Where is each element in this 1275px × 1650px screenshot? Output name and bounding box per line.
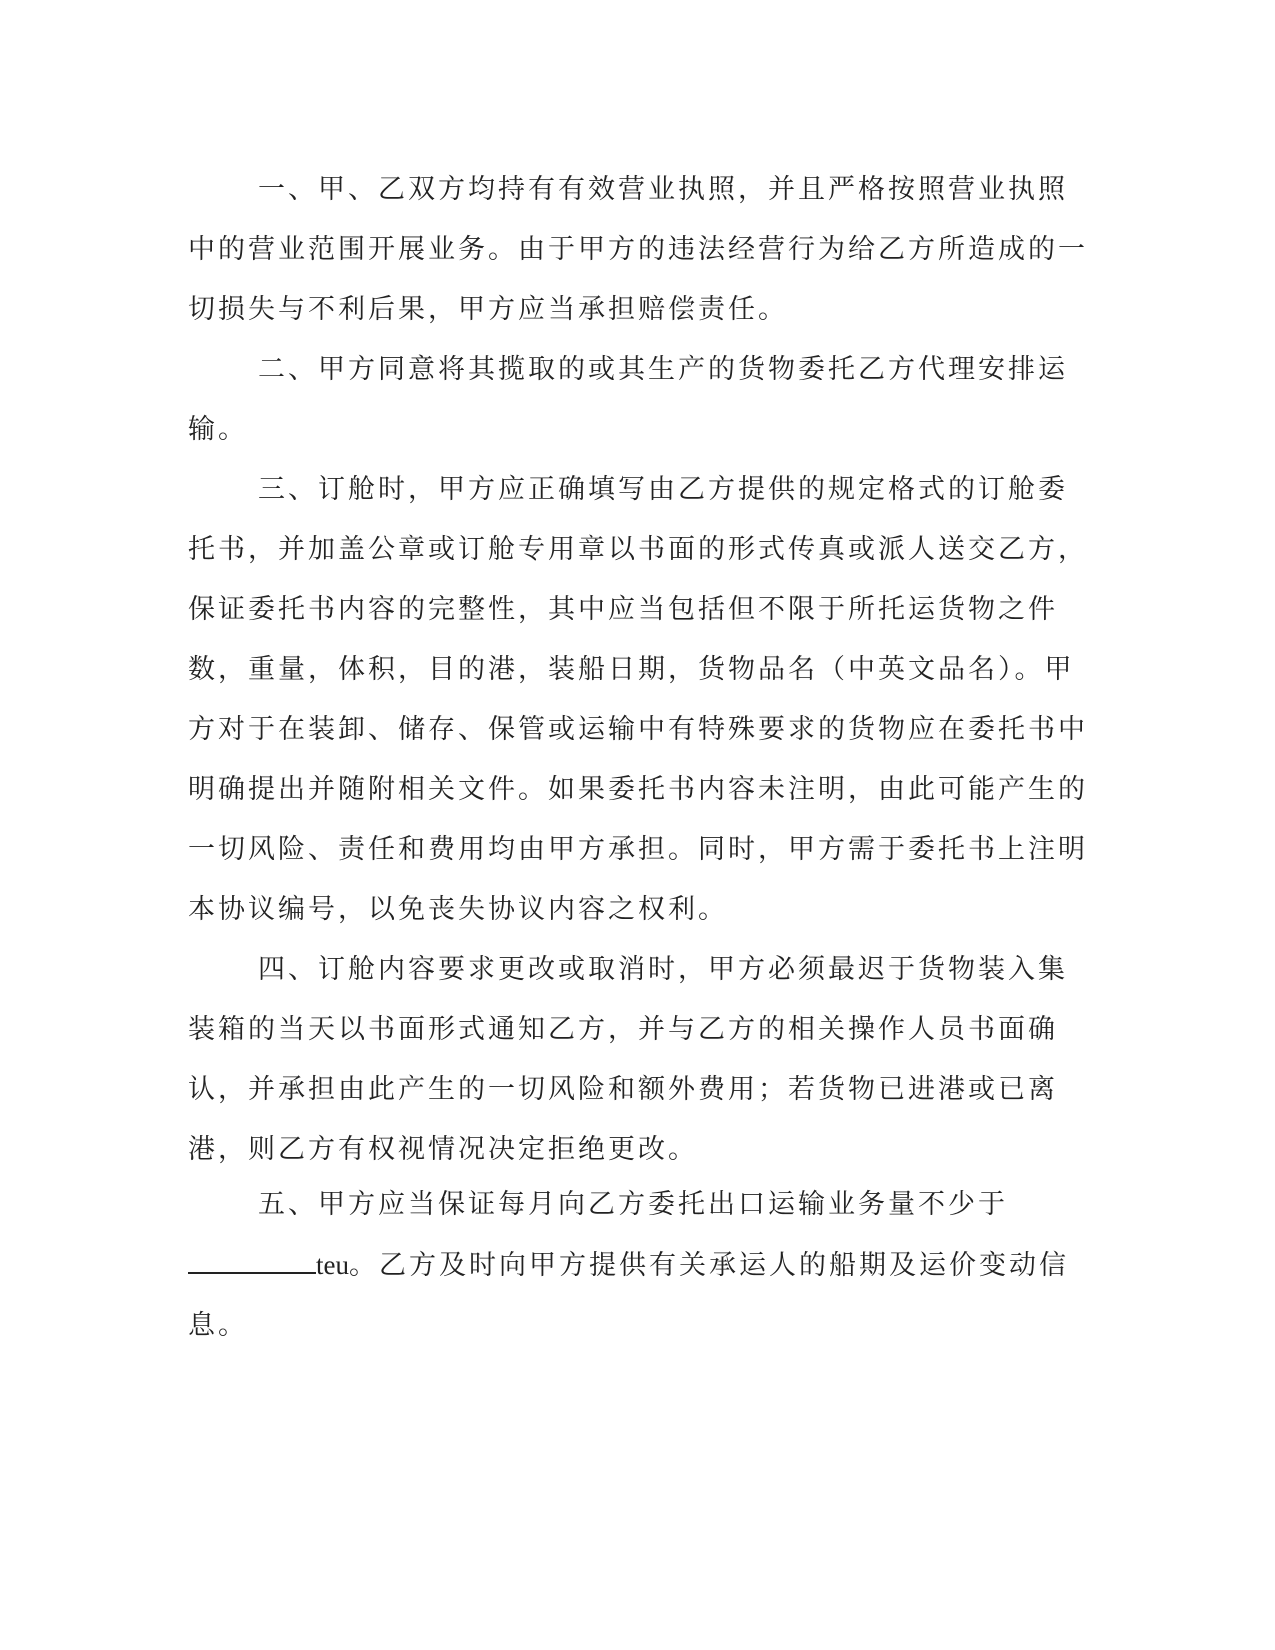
clause-4-paragraph: 四、订舱内容要求更改或取消时，甲方必须最迟于货物装入集装箱的当天以书面形式通知乙方，并与乙方的相关操作人员书面确认，并承担由此产生的一切风险和额外费用；若货物已进港或已离港，则乙方有权视情况决定拒绝更改。 (188, 954, 1068, 1165)
fill-in-blank-line (188, 1242, 316, 1274)
clause-2-paragraph: 二、甲方同意将其揽取的或其生产的货物委托乙方代理安排运输。 (188, 354, 1068, 445)
clause-5-text-after-blank: 。乙方及时向甲方提供有关承运人的船期及运价变动信息。 (188, 1250, 1069, 1341)
clause-5-text-before-blank: 五、甲方应当保证每月向乙方委托出口运输业务量不少于 (258, 1189, 1008, 1220)
clause-5-unit: teu (316, 1250, 349, 1280)
clause-3-paragraph: 三、订舱时，甲方应正确填写由乙方提供的规定格式的订舱委托书，并加盖公章或订舱专用章以书面的形式传真或派人送交乙方，保证委托书内容的完整性，其中应当包括但不限于所托运货物之件数，重量，体积，目的港，装船日期，货物品名（中英文品名）。甲方对于在装卸、储存、保管或运输中有特殊要求的货物应在委托书中明确提出并随附相关文件。如果委托书内容未注明，由此可能产生的一切风险、责任和费用均由甲方承担。同时，甲方需于委托书上注明本协议编号，以免丧失协议内容之权利。 (188, 474, 1088, 925)
clause-1-paragraph: 一、甲、乙双方均持有有效营业执照，并且严格按照营业执照中的营业范围开展业务。由于甲方的违法经营行为给乙方所造成的一切损失与不利后果，甲方应当承担赔偿责任。 (188, 174, 1088, 325)
clause-5-paragraph (188, 1175, 1088, 1356)
